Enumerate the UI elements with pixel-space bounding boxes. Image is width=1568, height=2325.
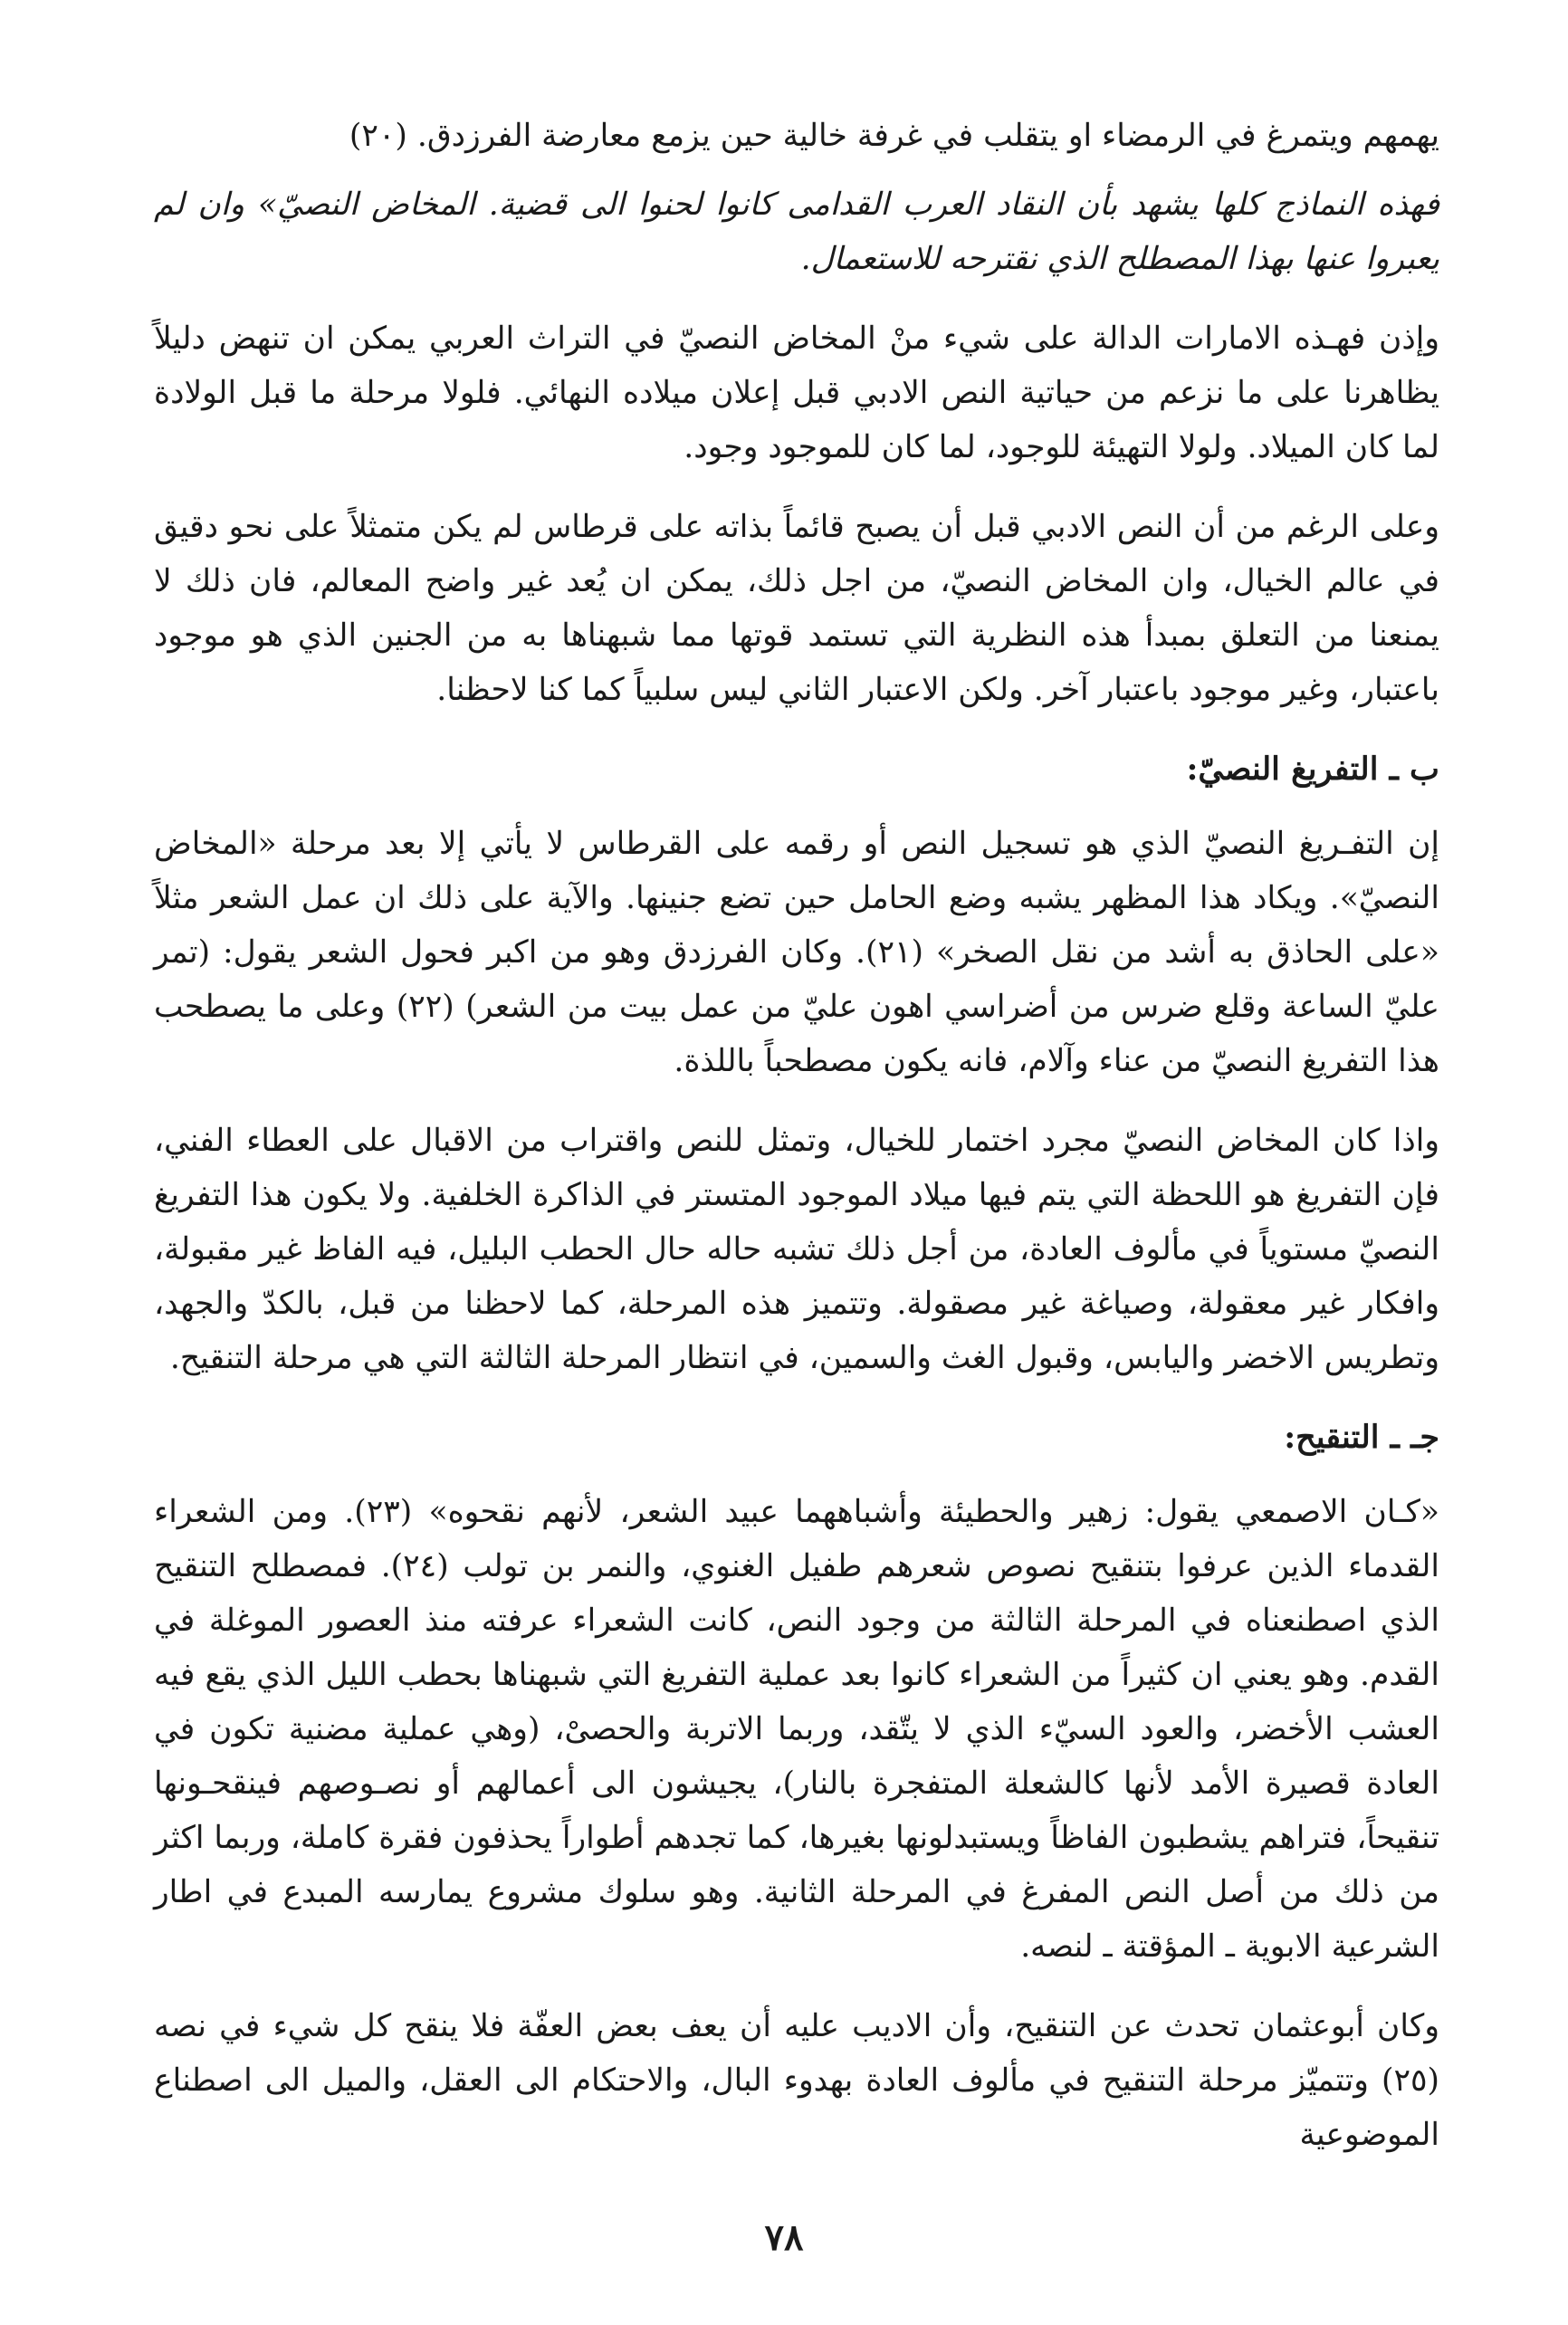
paragraph-7: «كـان الاصمعي يقول: زهير والحطيئة وأشباههما عبيد الشعر، لأنهم نقحوه» (٢٣). ومن الشعراء القدماء الذين عرفوا بتنقيح نصوص شعرهم طفيل الغنوي، والنمر بن تولب (٢٤). فمصطلح التنقيح الذي اصطنعناه في المرحلة الثالثة من وجود النص، كانت الشعراء عرفته منذ العصور الموغلة في القدم. وهو يعني ان كثيراً من الشعراء كانوا بعد عملية التفريغ التي شبهناها بحطب الليل الذي يقع فيه العشب الأخضر، والعود السيّء الذي لا يتّقد، وربما الاتربة والحصىْ، (وهي عملية مضنية تكون في العادة قصيرة الأمد لأنها كالشعلة المتفجرة بالنار)، يجيشون الى أعمالهم أو نصـوصهم فينقحـونها تنقيحاً، فتراهم يشطبون الفاظاً ويستبدلونها بغيرها، كما تجدهم أطواراً يحذفون فقرة كاملة، وربما اكثر من ذلك من أصل النص المفرغ في المرحلة الثانية. وهو سلوك مشروع يمارسه المبدع في اطار الشرعية الابوية ـ المؤقتة ـ لنصه. [154, 1494, 1439, 1965]
paragraph-2: فهذه النماذج كلها يشهد بأن النقاد العرب القدامى كانوا لحنوا الى قضية. المخاض النصيّ» وان لم يعبروا عنها بهذا المصطلح الذي نقترحه للاستعمال. [154, 187, 1439, 277]
paragraph-4: وعلى الرغم من أن النص الادبي قبل أن يصبح قائماً بذاته على قرطاس لم يكن متمثلاً على نحو دقيق في عالم الخيال، وان المخاض النصيّ، من اجل ذلك، يمكن ان يُعد غير واضح المعالم، فان ذلك لا يمنعنا من التعلق بمبدأ هذه النظرية التي تستمد قوتها مما شبهناها به من الجنين الذي هو موجود باعتبار، وغير موجود باعتبار آخر. ولكن الاعتبار الثاني ليس سلبياً كما كنا لاحظنا. [154, 509, 1439, 708]
section-heading-j: جـ ـ التنقيح: [1284, 1419, 1439, 1456]
paragraph-8: وكان أبوعثمان تحدث عن التنقيح، وأن الاديب عليه أن يعف بعض العفّة فلا ينقح كل شيء في نصه (٢٥) وتتميّز مرحلة التنقيح في مألوف العادة بهدوء البال، والاحتكام الى العقل، والميل الى اصطناع الموضوعية [154, 2008, 1439, 2153]
text-column [154, 109, 1439, 2187]
section-heading-b: ب ـ التفريغ النصيّ: [1186, 751, 1439, 788]
paragraph-3: وإذن فهـذه الامارات الدالة على شيء منْ المخاض النصيّ في التراث العربي يمكن ان تنهض دليلاً يظاهرنا على ما نزعم من حياتية النص الادبي قبل إعلان ميلاده النهائي. فلولا مرحلة ما قبل الولادة لما كان الميلاد. ولولا التهيئة للوجود، لما كان للموجود وجود. [154, 321, 1439, 465]
paragraph-1: يهمهم ويتمرغ في الرمضاء او يتقلب في غرفة خالية حين يزمع معارضة الفرزدق. (٢٠) [349, 118, 1439, 154]
page-number: ٧٨ [764, 2216, 804, 2259]
paragraph-5: إن التفـريغ النصيّ الذي هو تسجيل النص أو رقمه على القرطاس لا يأتي إلا بعد مرحلة «المخاض النصيّ». ويكاد هذا المظهر يشبه وضع الحامل حين تضع جنينها. والآية على ذلك ان عمل الشعر مثلاً «على الحاذق به أشد من نقل الصخر» (٢١). وكان الفرزدق وهو من اكبر فحول الشعر يقول: (تمر عليّ الساعة وقلع ضرس من أضراسي اهون عليّ من عمل بيت من الشعر) (٢٢) وعلى ما يصطحب هذا التفريغ النصيّ من عناء وآلام، فانه يكون مصطحباً باللذة. [154, 826, 1439, 1079]
paragraph-6: واذا كان المخاض النصيّ مجرد اختمار للخيال، وتمثل للنص واقتراب من الاقبال على العطاء الفني، فإن التفريغ هو اللحظة التي يتم فيها ميلاد الموجود المتستر في الذاكرة الخلفية. ولا يكون هذا التفريغ النصيّ مستوياً في مألوف العادة، من أجل ذلك تشبه حاله حال الحطب البليل، فيه الفاظ غير مقبولة، وافكار غير معقولة، وصياغة غير مصقولة. وتتميز هذه المرحلة، كما لاحظنا من قبل، بالكدّ والجهد، وتطريس الاخضر واليابس، وقبول الغث والسمين، في انتظار المرحلة الثالثة التي هي مرحلة التنقيح. [154, 1123, 1439, 1376]
